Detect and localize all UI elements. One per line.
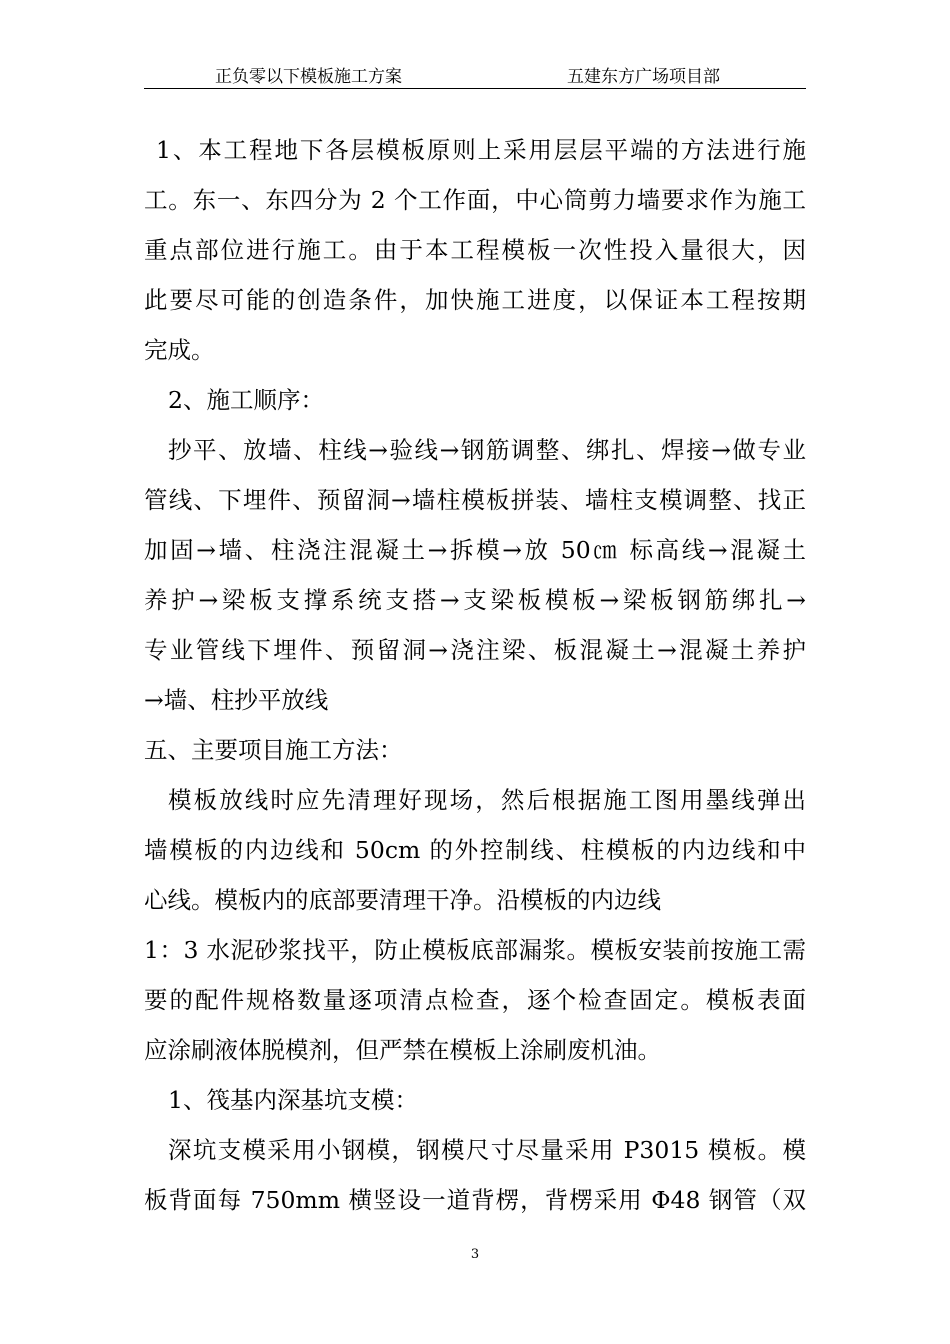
body-line: 应涂刷液体脱模剂，但严禁在模板上涂刷废机油。 (144, 1036, 661, 1064)
body-line: 抄平、放墙、柱线→验线→钢筋调整、绑扎、焊接→做专业 (168, 436, 806, 464)
body-line: 加固→墙、柱浇注混凝土→拆模→放 50㎝ 标高线→混凝土 (144, 536, 806, 564)
body-line: 1、本工程地下各层模板原则上采用层层平端的方法进行施 (156, 136, 806, 164)
body-line: 此要尽可能的创造条件，加快施工进度，以保证本工程按期 (144, 286, 806, 314)
body-line: 模板放线时应先清理好现场，然后根据施工图用墨线弹出 (168, 786, 806, 814)
page-header (144, 66, 806, 89)
body-line: 墙模板的内边线和 50cm 的外控制线、柱模板的内边线和中 (144, 836, 806, 864)
header-department: 五建东方广场项目部 (567, 67, 720, 87)
header-document-title: 正负零以下模板施工方案 (215, 67, 402, 87)
body-line: 心线。模板内的底部要清理干净。沿模板的内边线 (144, 886, 661, 914)
body-line: 重点部位进行施工。由于本工程模板一次性投入量很大，因 (144, 236, 806, 264)
body-line: 完成。 (144, 336, 215, 364)
body-line: 1：3 水泥砂浆找平，防止模板底部漏浆。模板安装前按施工需 (144, 936, 806, 964)
section-heading: 五、主要项目施工方法： (144, 736, 403, 764)
body-line: 板背面每 750mm 横竖设一道背楞，背楞采用 Φ48 钢管（双 (144, 1186, 806, 1214)
body-line: →墙、柱抄平放线 (144, 686, 329, 714)
body-line: 工。东一、东四分为 2 个工作面，中心筒剪力墙要求作为施工 (144, 186, 806, 214)
body-line: 养护→梁板支撑系统支搭→支梁板模板→梁板钢筋绑扎→ (144, 586, 806, 614)
section-heading: 1、筏基内深基坑支模： (168, 1086, 418, 1114)
body-line: 深坑支模采用小钢模，钢模尺寸尽量采用 P3015 模板。模 (168, 1136, 806, 1164)
body-line: 专业管线下埋件、预留洞→浇注梁、板混凝土→混凝土养护 (144, 636, 806, 664)
body-line: 要的配件规格数量逐项清点检查，逐个检查固定。模板表面 (144, 986, 806, 1014)
section-heading: 2、施工顺序： (168, 386, 324, 414)
body-line: 管线、下埋件、预留洞→墙柱模板拼装、墙柱支模调整、找正 (144, 486, 806, 514)
page-number: 3 (470, 1247, 480, 1262)
